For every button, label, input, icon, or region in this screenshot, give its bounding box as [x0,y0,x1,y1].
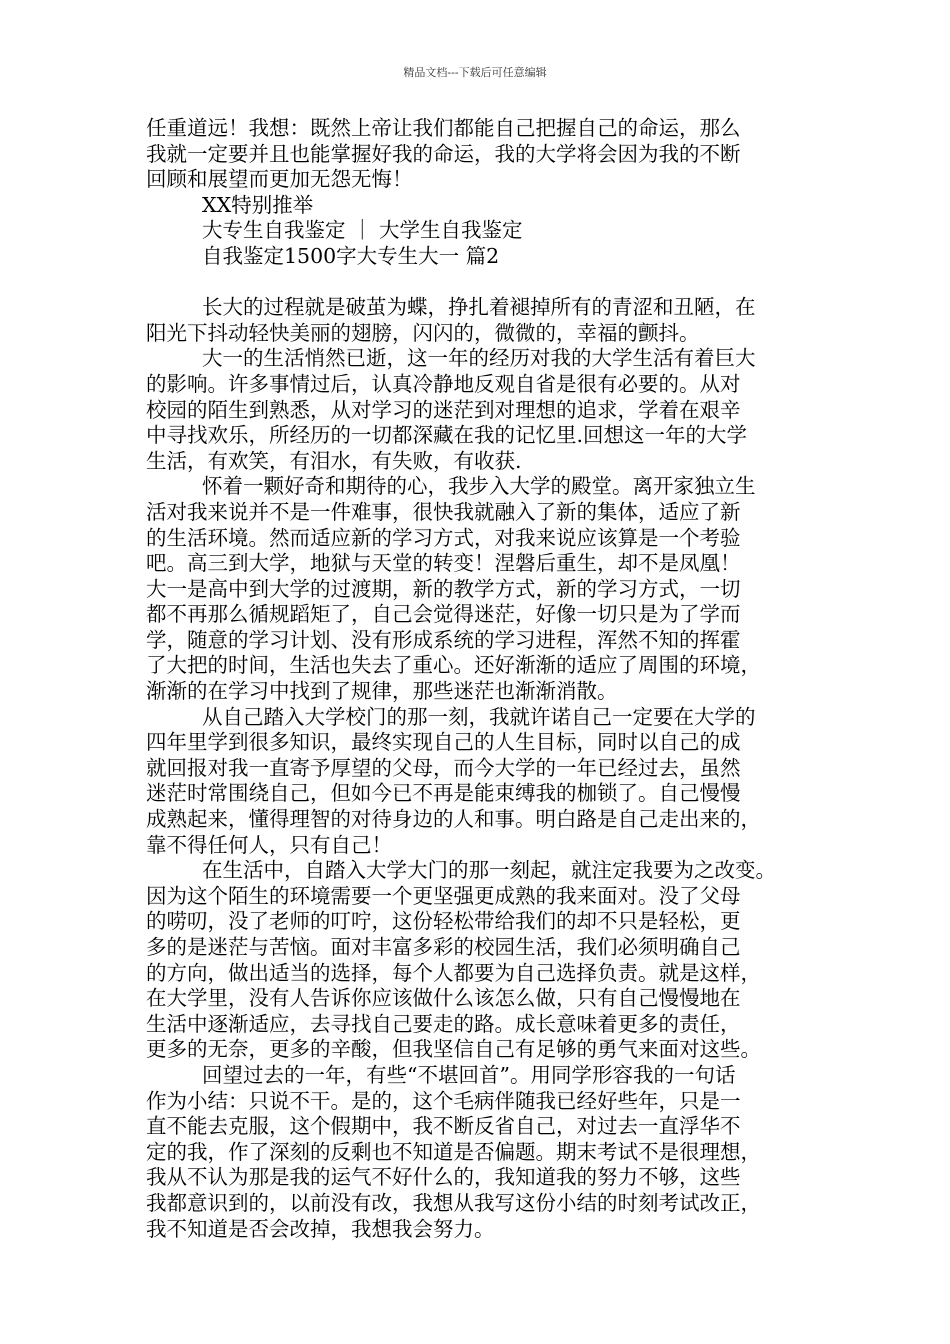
text-line: 因为这个陌生的环境需要一个更坚强更成熟的我来面对。没了父母 [146,883,741,908]
paragraph-4 [146,705,810,859]
text-line: 四年里学到很多知识，最终实现自己的人生目标，同时以自己的成 [146,730,741,755]
text-line: 多的是迷茫与苦恼。面对丰富多彩的校园生活，我们必须明确自己 [146,935,741,959]
text-line: 大一的生活悄然已逝，这一年的经历对我的大学生活有着巨大 [202,346,756,371]
recommend-heading: XX特别推举 [202,192,314,217]
text-line: 活对我来说并不是一件难事，很快我就融入了新的集体，适应了新 [146,499,741,524]
text-line: 学，随意的学习计划、没有形成系统的学习进程，浑然不知的挥霍 [146,627,741,652]
text-line: 长大的过程就是破茧为蝶，挣扎着褪掉所有的青涩和丑陋，在 [202,295,756,320]
paragraph-1 [146,295,810,346]
text-line: 生活中逐渐适应，去寻找自己要走的路。成长意味着更多的责任， [146,1011,741,1036]
document-body [146,116,810,1242]
text-line: 靠不得任何人，只有自己！ [146,832,392,857]
article-title: 自我鉴定1500字大专生大一 篇2 [202,243,500,268]
text-line: 迷茫时常围绕自己，但如今已不再是能束缚我的枷锁了。自己慢慢 [146,781,741,806]
intro-paragraph [146,116,810,193]
text-line: 我就一定要并且也能掌握好我的命运，我的大学将会因为我的不断 [146,141,741,166]
paragraph-2 [146,346,810,474]
text-line: 回望过去的一年，有些“不堪回首”。用同学形容我的一句话 [202,1062,736,1087]
page-header: 精品文档---下载后可任意编辑 [403,66,547,79]
text-line: 在大学里，没有人告诉你应该做什么该怎么做，只有自己慢慢地在 [146,986,741,1011]
text-line: 的方向，做出适当的选择，每个人都要为自己选择负责。就是这样， [146,960,761,985]
paragraph-5 [146,858,810,1063]
text-line: 成熟起来，懂得理智的对待身边的人和事。明白路是自己走出来的， [146,807,761,832]
text-line: 更多的无奈，更多的辛酸，但我坚信自己有足够的勇气来面对这些。 [146,1037,761,1062]
text-line: 就回报对我一直寄予厚望的父母，而今大学的一年已经过去，虽然 [146,755,741,780]
text-line: 在生活中，自踏入大学大门的那一刻起，就注定我要为之改变。 [202,858,776,883]
paragraph-3 [146,474,810,704]
text-line: 生活，有欢笑，有泪水，有失败，有收获. [146,448,522,473]
text-line: 任重道远！我想：既然上帝让我们都能自己把握自己的命运，那么 [146,116,741,140]
paragraph-6 [146,1063,810,1242]
text-line: 大一是高中到大学的过渡期，新的教学方式，新的学习方式，一切 [146,576,741,601]
text-line: 渐渐的在学习中找到了规律，那些迷茫也渐渐消散。 [146,679,618,704]
text-line: 作为小结：只说不干。是的，这个毛病伴随我已经好些年，只是一 [146,1088,741,1113]
text-line: 吧。高三到大学，地狱与天堂的转变！涅磐后重生，却不是凤凰！ [146,551,741,576]
text-line: 回顾和展望而更加无怨无悔！ [146,167,413,192]
text-line: 的生活环境。然而适应新的学习方式，对我来说应该算是一个考验 [146,525,741,550]
text-line: 的唠叨，没了老师的叮咛，这份轻松带给我们的却不只是轻松，更 [146,909,741,934]
text-line: 怀着一颗好奇和期待的心，我步入大学的殿堂。离开家独立生 [202,474,756,499]
text-line: 都不再那么循规蹈矩了，自己会觉得迷茫，好像一切只是为了学而 [146,602,741,627]
recommend-link[interactable]: 大专生自我鉴定 ｜ 大学生自我鉴定 [202,218,523,243]
text-line: 的影响。许多事情过后，认真冷静地反观自省是很有必要的。从对 [146,371,741,396]
text-line: 我都意识到的，以前没有改，我想从我写这份小结的时刻考试改正， [146,1190,761,1215]
text-line: 阳光下抖动轻快美丽的翅膀，闪闪的，微微的，幸福的颤抖。 [146,320,700,345]
text-line: 中寻找欢乐，所经历的一切都深藏在我的记忆里.回想这一年的大学 [146,423,748,448]
text-line: 我从不认为那是我的运气不好什么的，我知道我的努力不够，这些 [146,1165,741,1190]
blank-line [146,270,810,296]
text-line: 了大把的时间，生活也失去了重心。还好渐渐的适应了周围的环境， [146,653,761,678]
recommend-links [146,193,810,270]
text-line: 直不能去克服，这个假期中，我不断反省自己，对过去一直浮华不 [146,1114,741,1139]
text-line: 定的我，作了深刻的反剩也不知道是否偏题。期末考试不是很理想， [146,1139,761,1164]
text-line: 校园的陌生到熟悉，从对学习的迷茫到对理想的追求，学着在艰辛 [146,397,741,422]
text-line: 我不知道是否会改掉，我想我会努力。 [146,1216,495,1241]
text-line: 从自己踏入大学校门的那一刻，我就许诺自己一定要在大学的 [202,704,756,729]
